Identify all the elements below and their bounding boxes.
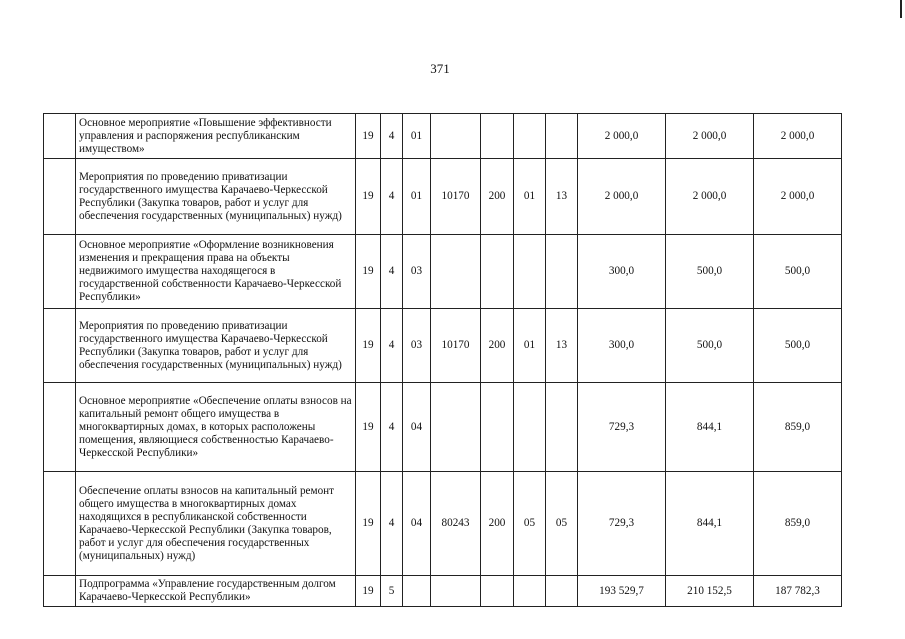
code-cell: 19: [356, 309, 381, 383]
table-row: [44, 114, 842, 159]
code-cell: [514, 576, 546, 607]
code-cell: 10170: [431, 159, 481, 235]
code-cell: [546, 235, 578, 309]
empty-cell: [44, 114, 76, 159]
code-cell: 03: [403, 309, 431, 383]
code-cell: 04: [403, 472, 431, 576]
code-cell: [431, 383, 481, 472]
code-cell: 19: [356, 576, 381, 607]
code-cell: 01: [514, 309, 546, 383]
code-cell: 4: [381, 472, 403, 576]
amount-cell: 2 000,0: [754, 114, 842, 159]
amount-cell: 859,0: [754, 383, 842, 472]
amount-cell: 729,3: [578, 383, 666, 472]
code-cell: 05: [546, 472, 578, 576]
code-cell: 4: [381, 235, 403, 309]
description-cell: Мероприятия по проведению приватизации государственного имущества Карачаево-Черкесской Республики (Закупка товаров, работ и услуг для обеспечения государственных (муниципальных) нужд): [76, 159, 356, 235]
code-cell: [481, 235, 514, 309]
amount-cell: 300,0: [578, 235, 666, 309]
amount-cell: 500,0: [754, 235, 842, 309]
empty-cell: [44, 576, 76, 607]
code-cell: 19: [356, 114, 381, 159]
description-cell: Основное мероприятие «Оформление возникновения изменения и прекращения права на объекты недвижимого имущества находящегося в государственной собственности Карачаево-Черкесской Республики»: [76, 235, 356, 309]
code-cell: [481, 383, 514, 472]
table-row: [44, 383, 842, 472]
code-cell: 19: [356, 383, 381, 472]
code-cell: 05: [514, 472, 546, 576]
code-cell: 01: [403, 114, 431, 159]
code-cell: 200: [481, 472, 514, 576]
amount-cell: 729,3: [578, 472, 666, 576]
amount-cell: 300,0: [578, 309, 666, 383]
table-row: [44, 576, 842, 607]
code-cell: 13: [546, 309, 578, 383]
description-cell: Подпрограмма «Управление государственным долгом Карачаево-Черкесской Республики»: [76, 576, 356, 607]
empty-cell: [44, 159, 76, 235]
code-cell: 4: [381, 159, 403, 235]
page-edge-mark: [900, 0, 902, 18]
amount-cell: 193 529,7: [578, 576, 666, 607]
code-cell: [514, 114, 546, 159]
description-cell: Основное мероприятие «Обеспечение оплаты взносов на капитальный ремонт общего имущества в многоквартирных домах, в которых расположены помещения, являющиеся собственностью Карачаево-Черкесской Республики»: [76, 383, 356, 472]
code-cell: 4: [381, 309, 403, 383]
amount-cell: 2 000,0: [578, 159, 666, 235]
code-cell: [403, 576, 431, 607]
empty-cell: [44, 235, 76, 309]
page-number: 371: [430, 61, 450, 76]
amount-cell: 500,0: [666, 309, 754, 383]
code-cell: 80243: [431, 472, 481, 576]
code-cell: 03: [403, 235, 431, 309]
code-cell: [481, 576, 514, 607]
code-cell: 19: [356, 235, 381, 309]
code-cell: [546, 383, 578, 472]
table-row: [44, 159, 842, 235]
code-cell: [546, 114, 578, 159]
code-cell: 4: [381, 114, 403, 159]
budget-table: [43, 113, 842, 607]
description-cell: Мероприятия по проведению приватизации государственного имущества Карачаево-Черкесской Республики (Закупка товаров, работ и услуг для обеспечения государственных (муниципальных) нужд): [76, 309, 356, 383]
amount-cell: 844,1: [666, 472, 754, 576]
description-cell: Основное мероприятие «Повышение эффективности управления и распоряжения республиканским имуществом»: [76, 114, 356, 159]
code-cell: 200: [481, 159, 514, 235]
empty-cell: [44, 309, 76, 383]
code-cell: [514, 235, 546, 309]
table-row: [44, 235, 842, 309]
amount-cell: 2 000,0: [666, 159, 754, 235]
code-cell: 200: [481, 309, 514, 383]
amount-cell: 2 000,0: [578, 114, 666, 159]
code-cell: [431, 576, 481, 607]
empty-cell: [44, 383, 76, 472]
amount-cell: 859,0: [754, 472, 842, 576]
code-cell: [431, 235, 481, 309]
amount-cell: 500,0: [754, 309, 842, 383]
code-cell: 19: [356, 472, 381, 576]
code-cell: 01: [403, 159, 431, 235]
code-cell: 19: [356, 159, 381, 235]
empty-cell: [44, 472, 76, 576]
table-row: [44, 472, 842, 576]
code-cell: 5: [381, 576, 403, 607]
amount-cell: 844,1: [666, 383, 754, 472]
amount-cell: 210 152,5: [666, 576, 754, 607]
amount-cell: 500,0: [666, 235, 754, 309]
code-cell: 10170: [431, 309, 481, 383]
code-cell: [514, 383, 546, 472]
code-cell: [431, 114, 481, 159]
code-cell: 13: [546, 159, 578, 235]
code-cell: [546, 576, 578, 607]
amount-cell: 187 782,3: [754, 576, 842, 607]
table-row: [44, 309, 842, 383]
description-cell: Обеспечение оплаты взносов на капитальный ремонт общего имущества в многоквартирных домах находящихся в республиканской собственности Карачаево-Черкесской Республики (Закупка товаров, работ и услуг для обеспечения государственных (муниципальных) нужд): [76, 472, 356, 576]
code-cell: 04: [403, 383, 431, 472]
amount-cell: 2 000,0: [754, 159, 842, 235]
code-cell: 01: [514, 159, 546, 235]
code-cell: 4: [381, 383, 403, 472]
code-cell: [481, 114, 514, 159]
amount-cell: 2 000,0: [666, 114, 754, 159]
